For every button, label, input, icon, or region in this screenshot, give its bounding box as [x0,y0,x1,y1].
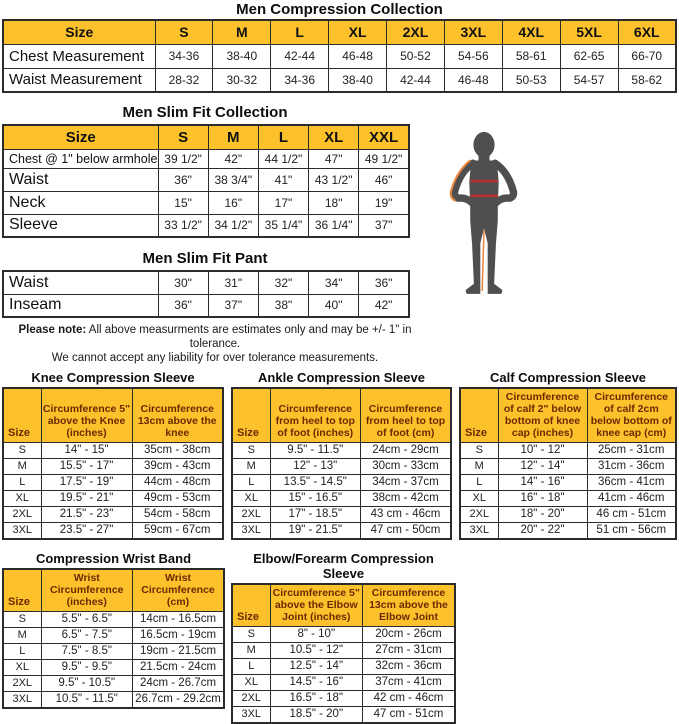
table-row [3,191,409,214]
size-column-header: 6XL [618,20,676,44]
size-cell: M [3,458,41,474]
cm-column-header: Circumference 13cm above the knee [132,388,223,442]
elbow-sleeve-title: Elbow/Forearm Compression Sleeve [253,551,434,581]
inches-value-cell: 5.5" - 6.5" [41,612,133,628]
row-label: Inseam [3,294,158,317]
value-cell: 34 1/2" [208,214,258,237]
value-cell: 58-61 [502,44,560,68]
cm-value-cell: 26.7cm - 29.2cm [133,692,225,709]
size-cell: M [232,643,270,659]
size-column-header: 4XL [502,20,560,44]
table-row [3,168,409,191]
size-column-header: M [213,20,271,44]
inches-value-cell: 18.5" - 20" [270,707,363,724]
value-cell: 42-44 [387,68,445,92]
cm-value-cell: 24cm - 26.7cm [133,676,225,692]
size-cell: 3XL [3,692,41,709]
table-row [460,491,676,507]
size-cell: S [3,442,41,458]
table-row [3,149,409,168]
cm-value-cell: 37cm - 41cm [363,675,456,691]
tolerance-note [0,323,430,365]
value-cell: 62-65 [560,44,618,68]
knee-sleeve-title: Knee Compression Sleeve [31,370,195,385]
value-cell: 38-40 [213,44,271,68]
value-cell: 31" [208,271,258,294]
size-header-cell: Size [460,388,498,443]
value-cell: 42" [359,294,409,317]
cm-value-cell: 54cm - 58cm [132,506,223,522]
size-column-header: L [258,125,308,149]
inches-value-cell: 14" - 16" [498,475,587,491]
size-cell: XL [460,491,498,507]
size-column-header: XL [329,20,387,44]
size-cell: L [460,475,498,491]
wrist-band-table [2,568,225,709]
size-cell: L [232,659,270,675]
table-row [3,612,224,628]
men-slim-fit-pant-title: Men Slim Fit Pant [142,250,268,267]
table-row [460,443,676,459]
cm-value-cell: 51 cm - 56cm [587,523,676,540]
inches-value-cell: 23.5" - 27" [41,522,132,539]
size-cell: 2XL [232,691,270,707]
size-column-header: M [208,125,258,149]
table-row [232,659,455,675]
table-row [3,692,224,709]
size-cell: 3XL [3,522,41,539]
men-slim-fit-table [2,124,410,238]
inches-column-header: Circumference from heel to top of foot (inches) [270,388,361,442]
value-cell: 46" [359,168,409,191]
inches-value-cell: 6.5" - 7.5" [41,628,133,644]
value-cell: 37" [208,294,258,317]
size-cell: XL [3,660,41,676]
size-column-header: XXL [359,125,409,149]
table-row [232,522,451,539]
table-row [3,458,223,474]
size-cell: 2XL [3,506,41,522]
row-label: Chest @ 1" below armhole [3,149,158,168]
value-cell: 58-62 [618,68,676,92]
elbow-sleeve-table [231,583,456,724]
size-header-cell: Size [3,125,158,149]
value-cell: 38" [258,294,308,317]
table-row [3,271,409,294]
table-row [232,474,451,490]
size-cell: 2XL [3,676,41,692]
table-row [3,506,223,522]
inches-value-cell: 19" - 21.5" [270,522,361,539]
inches-column-header: Wrist Circumference (inches) [41,569,133,612]
cm-value-cell: 39cm - 43cm [132,458,223,474]
inches-value-cell: 16" - 18" [498,491,587,507]
cm-value-cell: 35cm - 38cm [132,442,223,458]
inches-value-cell: 9.5" - 9.5" [41,660,133,676]
table-row [3,644,224,660]
male-silhouette-figure [436,131,532,315]
value-cell: 39 1/2" [158,149,208,168]
inches-value-cell: 16.5" - 18" [270,691,363,707]
table-row [3,522,223,539]
value-cell: 35 1/4" [258,214,308,237]
row-label: Waist [3,168,158,191]
value-cell: 42-44 [271,44,329,68]
value-cell: 30-32 [213,68,271,92]
value-cell: 36" [158,168,208,191]
inches-column-header: Circumference 5" above the Knee (inches) [41,388,132,442]
note-label: Please note: [18,324,87,336]
wrist-band-title: Compression Wrist Band [35,551,192,566]
table-row [3,474,223,490]
table-row [460,523,676,540]
cm-value-cell: 38cm - 42cm [361,490,452,506]
note-line-1 [0,323,430,351]
cm-value-cell: 19cm - 21.5cm [133,644,225,660]
value-cell: 42" [208,149,258,168]
cm-value-cell: 47 cm - 50cm [361,522,452,539]
row-label: Sleeve [3,214,158,237]
value-cell: 17" [258,191,308,214]
size-cell: M [460,459,498,475]
sleeve-tables-row-2 [0,551,679,724]
cm-value-cell: 25cm - 31cm [587,443,676,459]
cm-column-header: Wrist Circumference (cm) [133,569,225,612]
table-row [460,475,676,491]
inches-column-header: Circumference of calf 2" below bottom of knee cap (inches) [498,388,587,443]
inches-value-cell: 21.5" - 23" [41,506,132,522]
table-row [3,442,223,458]
note-text-2: We cannot accept any liability for over tolerance measurements. [51,352,379,364]
cm-value-cell: 43 cm - 46cm [361,506,452,522]
row-label: Waist Measurement [3,68,155,92]
value-cell: 18" [309,191,359,214]
value-cell: 16" [208,191,258,214]
inches-value-cell: 7.5" - 8.5" [41,644,133,660]
value-cell: 49 1/2" [359,149,409,168]
value-cell: 30" [158,271,208,294]
table-row [232,442,451,458]
value-cell: 34-36 [155,44,213,68]
value-cell: 33 1/2" [158,214,208,237]
inches-value-cell: 8" - 10" [270,627,363,643]
table-row [3,214,409,237]
value-cell: 38 3/4" [208,168,258,191]
size-cell: L [3,474,41,490]
cm-value-cell: 30cm - 33cm [361,458,452,474]
size-cell: S [232,442,270,458]
cm-value-cell: 32cm - 36cm [363,659,456,675]
ankle-sleeve-title: Ankle Compression Sleeve [258,370,425,385]
row-label: Waist [3,271,158,294]
table-row [232,707,455,724]
row-label: Neck [3,191,158,214]
cm-column-header: Circumference of calf 2cm below bottom of knee cap (cm) [587,388,676,443]
cm-value-cell: 47 cm - 51cm [363,707,456,724]
knee-sleeve-table [2,387,224,540]
inches-value-cell: 17" - 18.5" [270,506,361,522]
inches-value-cell: 15" - 16.5" [270,490,361,506]
inches-value-cell: 9.5" - 10.5" [41,676,133,692]
value-cell: 47" [309,149,359,168]
table-row [232,627,455,643]
table-row [232,458,451,474]
cm-value-cell: 27cm - 31cm [363,643,456,659]
inches-value-cell: 12" - 14" [498,459,587,475]
table-row [232,506,451,522]
size-cell: 2XL [460,507,498,523]
inches-value-cell: 14" - 15" [41,442,132,458]
size-cell: 3XL [460,523,498,540]
size-cell: M [3,628,41,644]
size-cell: 3XL [232,707,270,724]
value-cell: 36" [158,294,208,317]
inches-value-cell: 12" - 13" [270,458,361,474]
men-compression-title: Men Compression Collection [236,1,443,18]
value-cell: 28-32 [155,68,213,92]
value-cell: 43 1/2" [309,168,359,191]
ankle-sleeve-table [231,387,452,540]
size-cell: XL [232,675,270,691]
size-column-header: 3XL [444,20,502,44]
size-cell: XL [232,490,270,506]
value-cell: 41" [258,168,308,191]
value-cell: 66-70 [618,44,676,68]
size-cell: 2XL [232,506,270,522]
cm-column-header: Circumference from heel to top of foot (cm) [361,388,452,442]
value-cell: 50-52 [387,44,445,68]
value-cell: 54-56 [444,44,502,68]
note-text-1: All above measurments are estimates only and may be +/- 1" in tolerance. [86,324,412,350]
cm-value-cell: 34cm - 37cm [361,474,452,490]
size-header-cell: Size [3,388,41,442]
waist-measure-line [471,194,498,197]
men-slim-fit-title: Men Slim Fit Collection [122,104,288,121]
inches-value-cell: 19.5" - 21" [41,490,132,506]
size-cell: M [232,458,270,474]
calf-sleeve-table [459,387,677,540]
cm-column-header: Circumference 13cm above the Elbow Joint [363,584,456,627]
cm-value-cell: 59cm - 67cm [132,522,223,539]
row-label: Chest Measurement [3,44,155,68]
size-cell: S [3,612,41,628]
size-cell: S [232,627,270,643]
size-column-header: L [271,20,329,44]
size-column-header: S [158,125,208,149]
size-cell: L [232,474,270,490]
size-column-header: 5XL [560,20,618,44]
table-row [3,660,224,676]
inches-value-cell: 10.5" - 12" [270,643,363,659]
value-cell: 44 1/2" [258,149,308,168]
inches-value-cell: 12.5" - 14" [270,659,363,675]
value-cell: 40" [309,294,359,317]
value-cell: 34-36 [271,68,329,92]
size-cell: XL [3,490,41,506]
value-cell: 36 1/4" [309,214,359,237]
inches-value-cell: 15.5" - 17" [41,458,132,474]
cm-value-cell: 44cm - 48cm [132,474,223,490]
value-cell: 15" [158,191,208,214]
cm-value-cell: 14cm - 16.5cm [133,612,225,628]
inches-value-cell: 14.5" - 16" [270,675,363,691]
table-row [232,675,455,691]
inches-value-cell: 17.5" - 19" [41,474,132,490]
size-cell: L [3,644,41,660]
inches-column-header: Circumference 5" above the Elbow Joint (inches) [270,584,363,627]
table-row [3,68,676,92]
inches-value-cell: 18" - 20" [498,507,587,523]
value-cell: 38-40 [329,68,387,92]
table-row [3,490,223,506]
cm-value-cell: 42 cm - 46cm [363,691,456,707]
value-cell: 50-53 [502,68,560,92]
table-row [232,490,451,506]
value-cell: 32" [258,271,308,294]
value-cell: 37" [359,214,409,237]
inches-value-cell: 20" - 22" [498,523,587,540]
male-silhouette-svg [436,131,532,315]
table-row [460,507,676,523]
size-cell: S [460,443,498,459]
men-slim-fit-pant-table [2,270,410,318]
cm-value-cell: 49cm - 53cm [132,490,223,506]
value-cell: 46-48 [329,44,387,68]
cm-value-cell: 31cm - 36cm [587,459,676,475]
cm-value-cell: 41cm - 46cm [587,491,676,507]
inches-value-cell: 9.5" - 11.5" [270,442,361,458]
size-cell: 3XL [232,522,270,539]
inches-value-cell: 10.5" - 11.5" [41,692,133,709]
size-header-cell: Size [3,20,155,44]
inches-value-cell: 10" - 12" [498,443,587,459]
cm-value-cell: 36cm - 41cm [587,475,676,491]
value-cell: 34" [309,271,359,294]
table-row [232,691,455,707]
size-header-cell: Size [232,388,270,442]
size-column-header: XL [309,125,359,149]
value-cell: 46-48 [444,68,502,92]
size-header-cell: Size [3,569,41,612]
cm-value-cell: 21.5cm - 24cm [133,660,225,676]
table-row [3,294,409,317]
value-cell: 54-57 [560,68,618,92]
cm-value-cell: 46 cm - 51cm [587,507,676,523]
table-row [3,44,676,68]
table-row [3,676,224,692]
size-header-cell: Size [232,584,270,627]
cm-value-cell: 16.5cm - 19cm [133,628,225,644]
value-cell: 36" [359,271,409,294]
table-row [460,459,676,475]
cm-value-cell: 24cm - 29cm [361,442,452,458]
men-compression-table [2,19,677,93]
calf-sleeve-title: Calf Compression Sleeve [489,370,647,385]
cm-value-cell: 20cm - 26cm [363,627,456,643]
size-column-header: 2XL [387,20,445,44]
table-row [232,643,455,659]
size-column-header: S [155,20,213,44]
chest-measure-line [471,180,498,183]
inches-value-cell: 13.5" - 14.5" [270,474,361,490]
sleeve-tables-row-1 [0,370,679,540]
value-cell: 19" [359,191,409,214]
table-row [3,628,224,644]
